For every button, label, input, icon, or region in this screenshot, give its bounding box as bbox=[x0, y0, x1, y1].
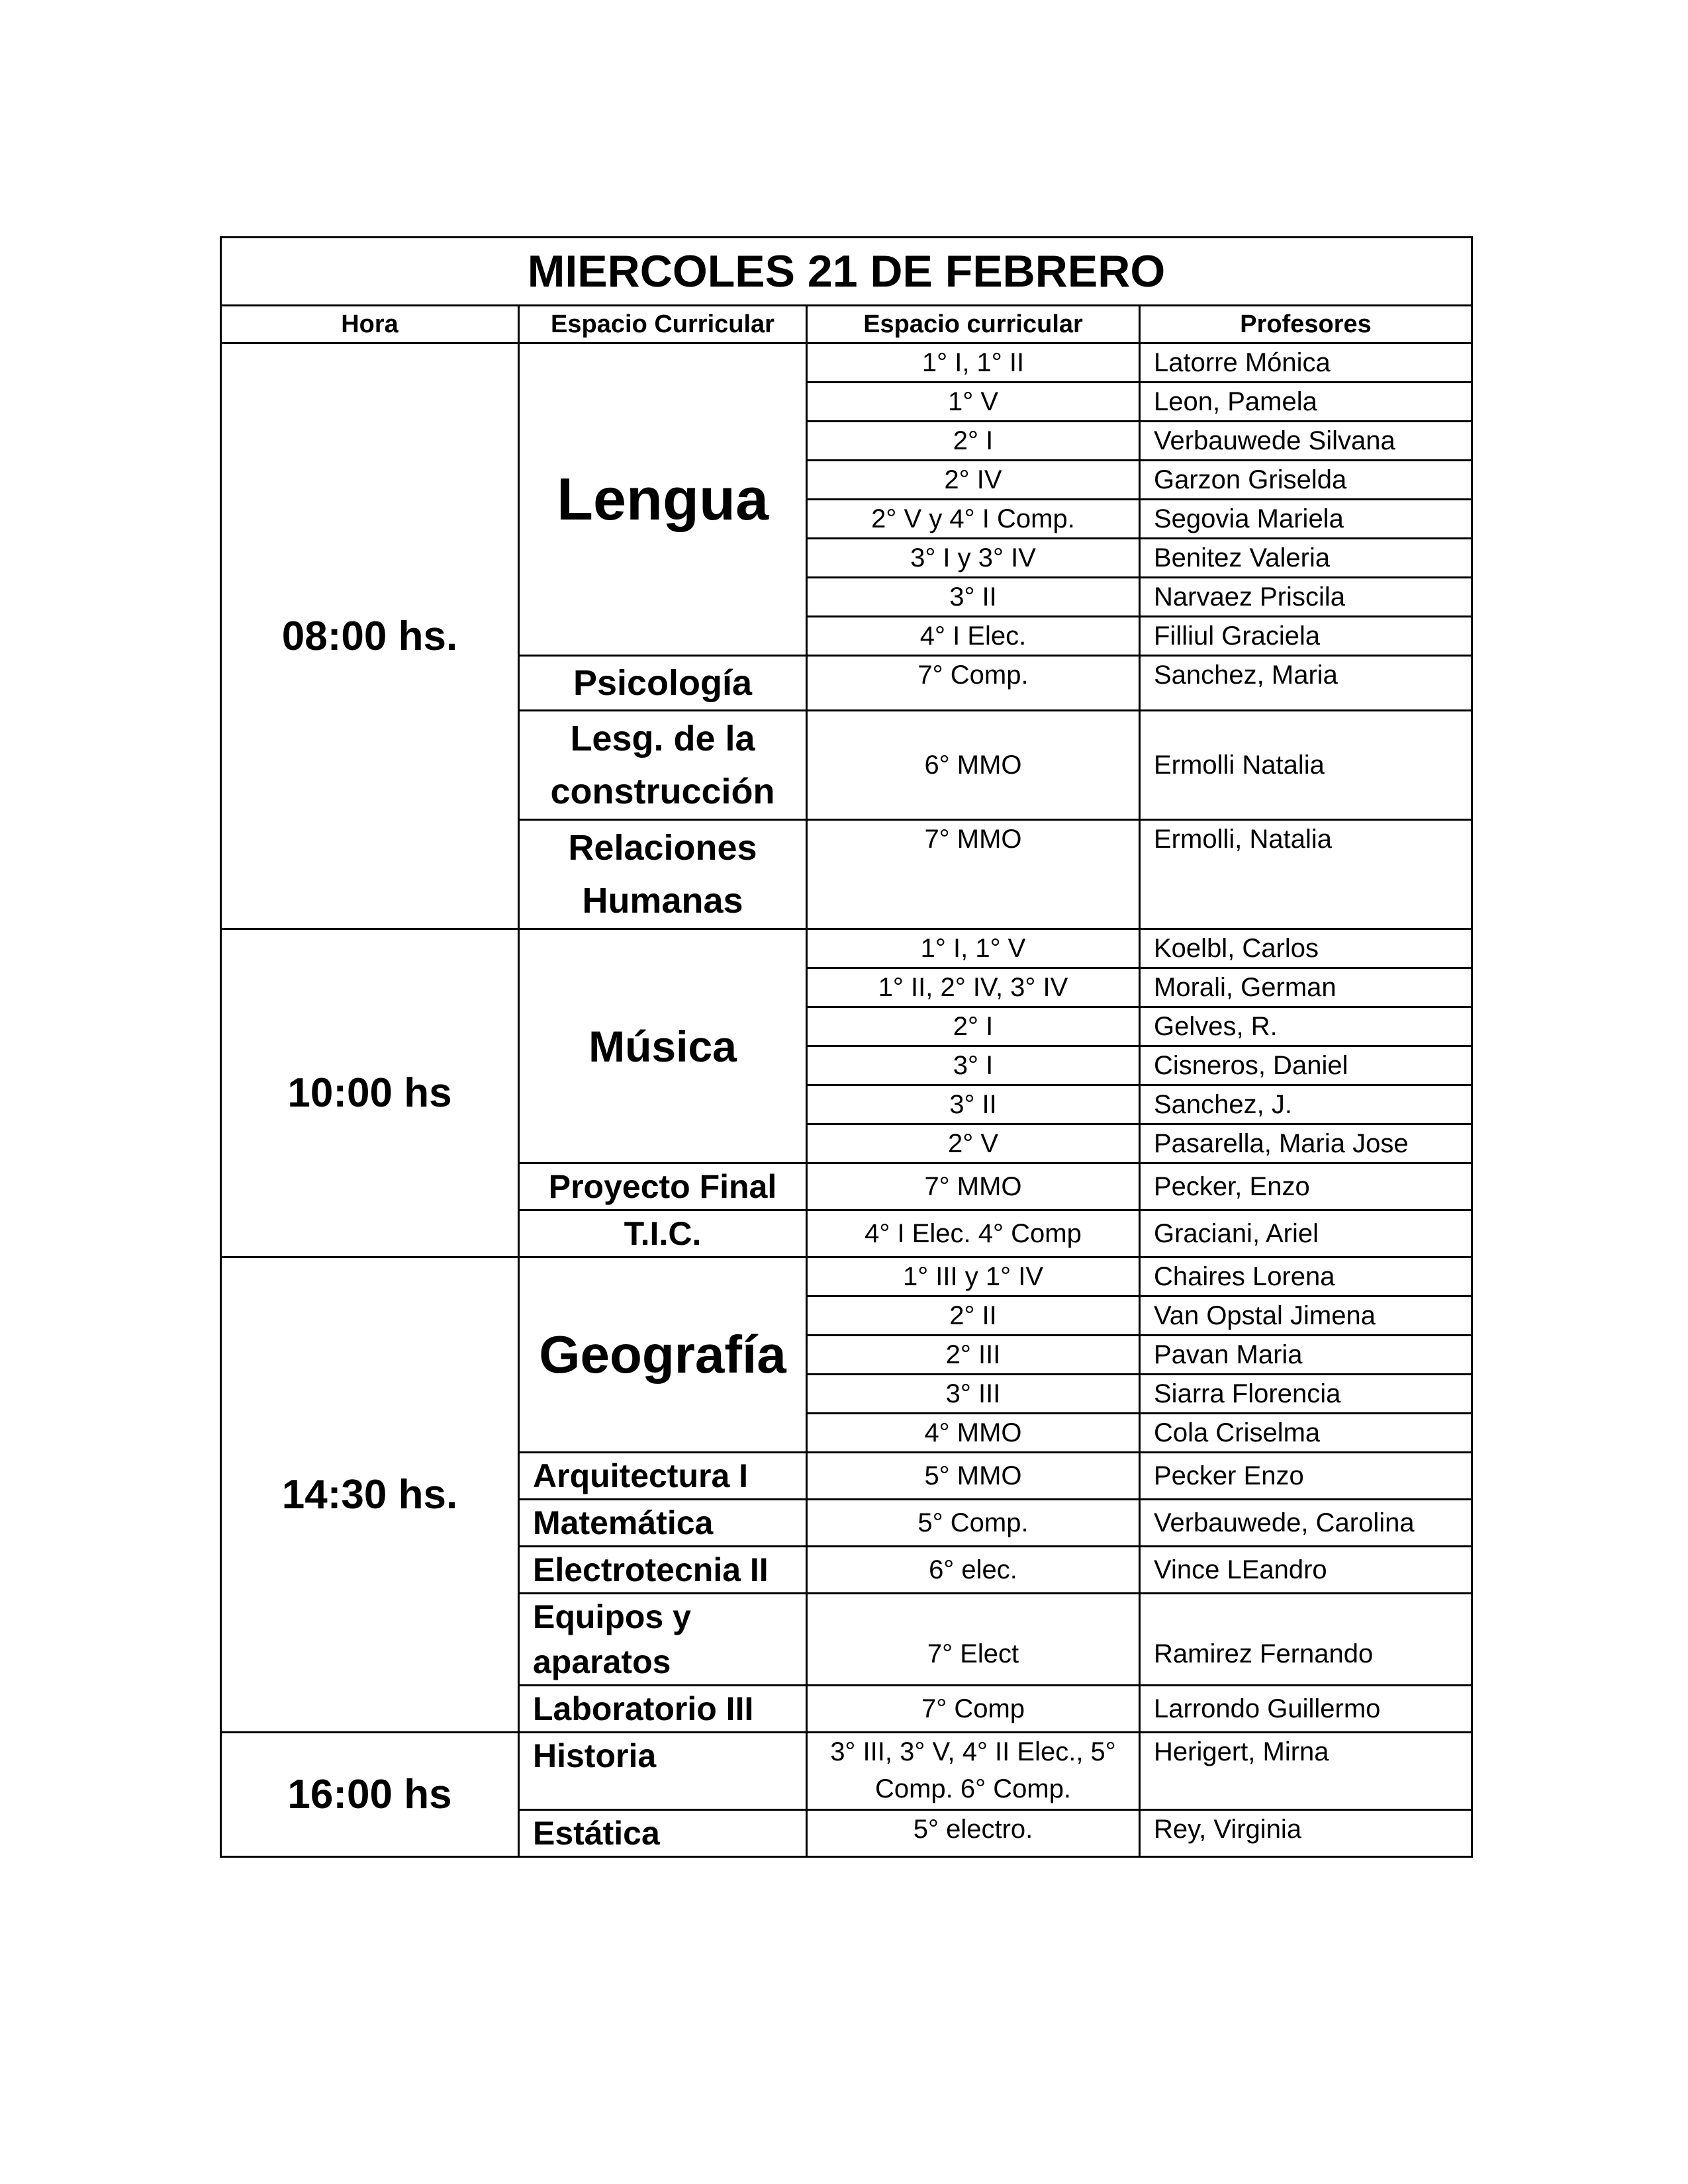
subject-cell: Lengua bbox=[519, 343, 807, 656]
profesor-cell: Morali, German bbox=[1140, 968, 1472, 1007]
schedule-table bbox=[220, 236, 1473, 1858]
hora-cell: 14:30 hs. bbox=[221, 1257, 519, 1733]
subject-cell: Estática bbox=[519, 1810, 807, 1857]
subject-cell: Matemática bbox=[519, 1500, 807, 1547]
profesor-cell: Ermolli, Natalia bbox=[1140, 820, 1472, 929]
profesor-cell: Siarra Florencia bbox=[1140, 1375, 1472, 1414]
curso-cell: 5° MMO bbox=[807, 1453, 1140, 1500]
profesor-cell: Narvaez Priscila bbox=[1140, 578, 1472, 617]
subject-cell: Geografía bbox=[519, 1257, 807, 1453]
profesor-cell: Filliul Graciela bbox=[1140, 617, 1472, 656]
subject-cell: Psicología bbox=[519, 656, 807, 711]
page-title: MIERCOLES 21 DE FEBRERO bbox=[221, 238, 1472, 306]
profesor-cell: Koelbl, Carlos bbox=[1140, 929, 1472, 968]
table-row bbox=[221, 1257, 1472, 1297]
subject-cell: Lesg. de la construcción bbox=[519, 711, 807, 820]
profesor-cell: Cola Criselma bbox=[1140, 1414, 1472, 1453]
hora-cell: 16:00 hs bbox=[221, 1733, 519, 1857]
header-hora: Hora bbox=[221, 306, 519, 343]
table-row bbox=[221, 929, 1472, 968]
curso-cell: 5° Comp. bbox=[807, 1500, 1140, 1547]
profesor-cell: Latorre Mónica bbox=[1140, 343, 1472, 383]
curso-cell: 1° I, 1° II bbox=[807, 343, 1140, 383]
profesor-cell: Pecker Enzo bbox=[1140, 1453, 1472, 1500]
profesor-cell: Van Opstal Jimena bbox=[1140, 1297, 1472, 1336]
profesor-cell: Leon, Pamela bbox=[1140, 383, 1472, 422]
curso-cell: 5° electro. bbox=[807, 1810, 1140, 1857]
curso-cell: 3° I bbox=[807, 1046, 1140, 1085]
curso-cell: 7° Elect bbox=[807, 1594, 1140, 1686]
curso-cell: 1° V bbox=[807, 383, 1140, 422]
curso-cell: 1° I, 1° V bbox=[807, 929, 1140, 968]
curso-cell: 7° MMO bbox=[807, 1163, 1140, 1210]
profesor-cell: Gelves, R. bbox=[1140, 1007, 1472, 1046]
header-profesores: Profesores bbox=[1140, 306, 1472, 343]
header-espacio-curricular-2: Espacio curricular bbox=[807, 306, 1140, 343]
hora-cell: 10:00 hs bbox=[221, 929, 519, 1257]
curso-cell: 2° I bbox=[807, 1007, 1140, 1046]
subject-cell: Electrotecnia II bbox=[519, 1547, 807, 1594]
curso-cell: 2° III bbox=[807, 1336, 1140, 1375]
profesor-cell: Verbauwede Silvana bbox=[1140, 422, 1472, 461]
profesor-cell: Pecker, Enzo bbox=[1140, 1163, 1472, 1210]
curso-cell: 6° MMO bbox=[807, 711, 1140, 820]
table-row bbox=[221, 343, 1472, 383]
profesor-cell: Chaires Lorena bbox=[1140, 1257, 1472, 1297]
profesor-cell: Pavan Maria bbox=[1140, 1336, 1472, 1375]
curso-cell: 2° V y 4° I Comp. bbox=[807, 500, 1140, 539]
profesor-cell: Verbauwede, Carolina bbox=[1140, 1500, 1472, 1547]
curso-cell: 3° III bbox=[807, 1375, 1140, 1414]
profesor-cell: Ramirez Fernando bbox=[1140, 1594, 1472, 1686]
hora-cell: 08:00 hs. bbox=[221, 343, 519, 929]
subject-cell: Música bbox=[519, 929, 807, 1163]
curso-cell: 4° I Elec. 4° Comp bbox=[807, 1210, 1140, 1257]
curso-cell: 1° III y 1° IV bbox=[807, 1257, 1140, 1297]
curso-cell: 7° Comp. bbox=[807, 656, 1140, 711]
profesor-cell: Ermolli Natalia bbox=[1140, 711, 1472, 820]
curso-cell: 3° III, 3° V, 4° II Elec., 5° Comp. 6° Comp. bbox=[807, 1733, 1140, 1810]
profesor-cell: Pasarella, Maria Jose bbox=[1140, 1124, 1472, 1163]
curso-cell: 4° I Elec. bbox=[807, 617, 1140, 656]
profesor-cell: Sanchez, J. bbox=[1140, 1085, 1472, 1124]
curso-cell: 3° I y 3° IV bbox=[807, 539, 1140, 578]
curso-cell: 6° elec. bbox=[807, 1547, 1140, 1594]
profesor-cell: Benitez Valeria bbox=[1140, 539, 1472, 578]
profesor-cell: Sanchez, Maria bbox=[1140, 656, 1472, 711]
curso-cell: 7° Comp bbox=[807, 1686, 1140, 1733]
curso-cell: 1° II, 2° IV, 3° IV bbox=[807, 968, 1140, 1007]
profesor-cell: Vince LEandro bbox=[1140, 1547, 1472, 1594]
table-row bbox=[221, 1733, 1472, 1810]
subject-cell: Equipos y aparatos bbox=[519, 1594, 807, 1686]
subject-cell: Historia bbox=[519, 1733, 807, 1810]
profesor-cell: Rey, Virginia bbox=[1140, 1810, 1472, 1857]
profesor-cell: Segovia Mariela bbox=[1140, 500, 1472, 539]
curso-cell: 4° MMO bbox=[807, 1414, 1140, 1453]
curso-cell: 2° V bbox=[807, 1124, 1140, 1163]
curso-cell: 2° IV bbox=[807, 461, 1140, 500]
curso-cell: 3° II bbox=[807, 578, 1140, 617]
subject-cell: Laboratorio III bbox=[519, 1686, 807, 1733]
subject-cell: Proyecto Final bbox=[519, 1163, 807, 1210]
header-espacio-curricular: Espacio Curricular bbox=[519, 306, 807, 343]
profesor-cell: Garzon Griselda bbox=[1140, 461, 1472, 500]
profesor-cell: Herigert, Mirna bbox=[1140, 1733, 1472, 1810]
profesor-cell: Cisneros, Daniel bbox=[1140, 1046, 1472, 1085]
profesor-cell: Larrondo Guillermo bbox=[1140, 1686, 1472, 1733]
curso-cell: 2° II bbox=[807, 1297, 1140, 1336]
curso-cell: 2° I bbox=[807, 422, 1140, 461]
profesor-cell: Graciani, Ariel bbox=[1140, 1210, 1472, 1257]
subject-cell: T.I.C. bbox=[519, 1210, 807, 1257]
subject-cell: Relaciones Humanas bbox=[519, 820, 807, 929]
subject-cell: Arquitectura I bbox=[519, 1453, 807, 1500]
curso-cell: 7° MMO bbox=[807, 820, 1140, 929]
curso-cell: 3° II bbox=[807, 1085, 1140, 1124]
